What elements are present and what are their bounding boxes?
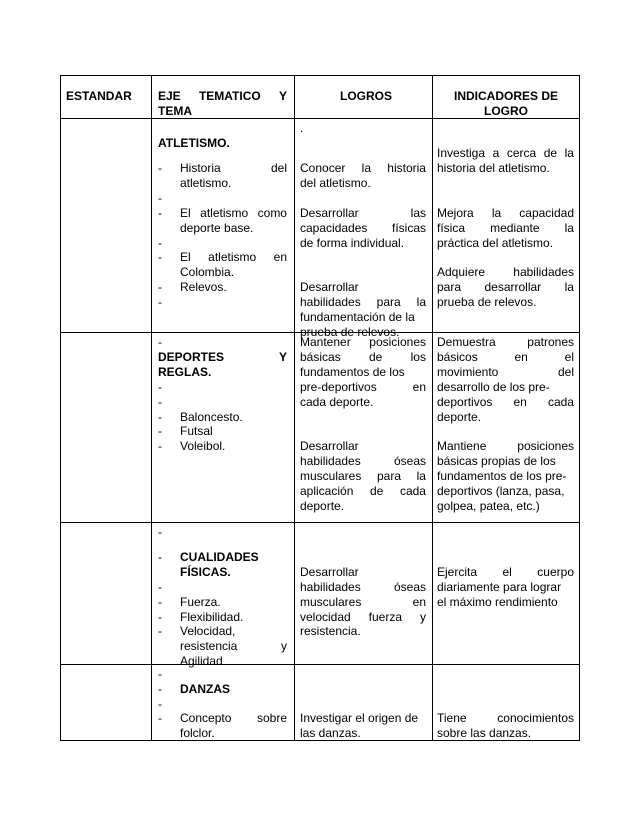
list-item-historia: Historia del — [180, 161, 287, 175]
row4-topic: DANZAS — [180, 682, 230, 696]
logro-posiciones: Mantener posiciones — [300, 335, 426, 349]
indicador-posiciones-line3: fundamentos de los pre- — [437, 469, 567, 483]
list-dash: - — [158, 191, 162, 205]
indicador-patrones-line3: movimiento del — [437, 365, 574, 379]
list-item-voleibol: Voleibol. — [180, 439, 226, 453]
list-dash: - — [158, 236, 162, 250]
indicador-patrones: Demuestra patrones — [437, 335, 574, 349]
indicador-posiciones-line2: básicas propias de los — [437, 454, 556, 468]
list-item-resistencia: resistencia y — [180, 639, 287, 653]
logro-habilidades-line2: habilidades óseas — [300, 454, 426, 468]
column-border-right — [579, 75, 580, 741]
logro-posiciones-line4: pre-deportivos en — [300, 380, 426, 394]
logro-habilidades-line3: musculares para la — [300, 469, 426, 483]
column-divider-1 — [151, 75, 152, 741]
list-item-baloncesto: Baloncesto. — [180, 410, 243, 424]
logro-cualidades-line3: musculares en — [300, 595, 426, 609]
logro-capacidades: Desarrollar las — [300, 206, 426, 220]
logro-capacidades-line3: de forma individual. — [300, 236, 405, 250]
logro-danzas-line2: las danzas. — [300, 726, 361, 740]
logro-capacidades-line2: capacidades físicas — [300, 221, 426, 235]
indicador-ejercita-line2: diariamente para lograr — [437, 580, 562, 594]
header-indicadores-line1: INDICADORES DE — [454, 89, 559, 103]
table-border-top — [60, 75, 580, 76]
indicador-danzas: Tiene conocimientos — [437, 711, 574, 725]
row-divider-3 — [60, 664, 580, 665]
row2-topic-cont: REGLAS. — [158, 365, 212, 379]
list-item-fuerza: Fuerza. — [180, 595, 221, 609]
list-item-concepto-cont: folclor. — [180, 726, 215, 740]
list-item-atletismo-colombia: El atletismo en — [180, 250, 287, 264]
column-divider-3 — [432, 75, 433, 741]
logro-posiciones-line2: básicas de los — [300, 350, 426, 364]
indicador-historia: Investiga a cerca de la — [437, 146, 574, 160]
header-eje-line2: TEMA — [158, 104, 192, 118]
indicador-posiciones-line5: golpea, patea, etc.) — [437, 499, 540, 513]
row3-topic-cont: FÍSICAS. — [180, 565, 231, 579]
logro-habilidades-line5: deporte. — [300, 499, 345, 513]
logro-historia: Conocer la historia — [300, 161, 426, 175]
logro-habilidades-line4: aplicación de cada — [300, 484, 426, 498]
list-dash: - — [158, 550, 162, 564]
list-dash: - — [158, 410, 162, 424]
list-dash: - — [158, 667, 162, 681]
list-dash: - — [158, 380, 162, 394]
logro-relevos-line3: fundamentación de la — [300, 310, 415, 324]
row1-topic: ATLETISMO. — [158, 136, 230, 150]
logro-cualidades-line5: resistencia. — [300, 624, 361, 638]
header-indicadores-line2: LOGRO — [484, 104, 528, 118]
list-dash: - — [158, 624, 162, 638]
indicador-historia-cont: historia del atletismo. — [437, 161, 550, 175]
list-dash: - — [158, 610, 162, 624]
logro-posiciones-line3: fundamentos de los — [300, 365, 405, 379]
list-dash: - — [158, 395, 162, 409]
logro-relevos: Desarrollar — [300, 280, 359, 294]
list-item-flexibilidad: Flexibilidad. — [180, 610, 244, 624]
list-dash: - — [158, 424, 162, 438]
list-dash: - — [158, 711, 162, 725]
list-dash: - — [158, 682, 162, 696]
list-item-relevos: Relevos. — [180, 280, 227, 294]
logro-posiciones-line5: cada deporte. — [300, 395, 374, 409]
indicador-capacidad: Mejora la capacidad — [437, 206, 574, 220]
column-border-left — [60, 75, 61, 741]
indicador-patrones-line4: desarrollo de los pre- — [437, 380, 550, 394]
logro-cualidades-line4: velocidad fuerza y — [300, 610, 426, 624]
logro-relevos-line2: habilidades para la — [300, 295, 426, 309]
indicador-capacidad-line3: práctica del atletismo. — [437, 236, 554, 250]
indicador-capacidad-line2: física mediante la — [437, 221, 574, 235]
indicador-danzas-line2: sobre las danzas. — [437, 726, 532, 740]
logro-historia-cont: del atletismo. — [300, 176, 371, 190]
list-dash: - — [158, 595, 162, 609]
list-dash: - — [158, 280, 162, 294]
list-dash: - — [158, 697, 162, 711]
list-dash: - — [158, 525, 162, 539]
indicador-relevos-line2: para desarrollar la — [437, 280, 574, 294]
list-item-historia-cont: atletismo. — [180, 176, 232, 190]
list-dash: - — [158, 161, 162, 175]
indicador-patrones-line5: deportivos en cada — [437, 395, 574, 409]
header-estandar: ESTANDAR — [66, 89, 132, 103]
list-item-agilidad: Agilidad — [180, 654, 223, 668]
list-item-concepto: Concepto sobre — [180, 711, 287, 725]
header-eje-line1: EJE TEMATICO Y — [158, 89, 287, 103]
list-item-atletismo-base-cont: deporte base. — [180, 221, 254, 235]
list-item-velocidad: Velocidad, — [180, 624, 236, 638]
list-item-atletismo-base: El atletismo como — [180, 206, 287, 220]
row1-dot: . — [300, 121, 304, 135]
column-divider-2 — [294, 75, 295, 741]
indicador-relevos: Adquiere habilidades — [437, 265, 574, 279]
indicador-posiciones-line4: deportivos (lanza, pasa, — [437, 484, 565, 498]
logro-cualidades-line2: habilidades óseas — [300, 580, 426, 594]
row-divider-2 — [60, 522, 580, 523]
list-dash: - — [158, 580, 162, 594]
list-dash: - — [158, 439, 162, 453]
logro-habilidades: Desarrollar — [300, 439, 359, 453]
list-dash: - — [158, 295, 162, 309]
indicador-posiciones: Mantiene posiciones — [437, 439, 574, 453]
list-dash: - — [158, 206, 162, 220]
indicador-ejercita: Ejercita el cuerpo — [437, 565, 574, 579]
row2-topic: DEPORTES Y — [158, 350, 287, 364]
indicador-ejercita-line3: el máximo rendimiento — [437, 595, 558, 609]
row3-topic: CUALIDADES — [180, 550, 259, 564]
list-dash: - — [158, 335, 162, 349]
header-logros: LOGROS — [340, 89, 393, 103]
list-item-atletismo-colombia-cont: Colombia. — [180, 265, 235, 279]
indicador-patrones-line6: deporte. — [437, 410, 482, 424]
logro-relevos-line4: prueba de relevos. — [300, 325, 400, 339]
indicador-patrones-line2: básicos en el — [437, 350, 574, 364]
logro-danzas: Investigar el origen de — [300, 711, 419, 725]
list-dash: - — [158, 250, 162, 264]
list-item-futsal: Futsal — [180, 424, 213, 438]
indicador-relevos-line3: prueba de relevos. — [437, 295, 537, 309]
logro-cualidades: Desarrollar — [300, 565, 359, 579]
